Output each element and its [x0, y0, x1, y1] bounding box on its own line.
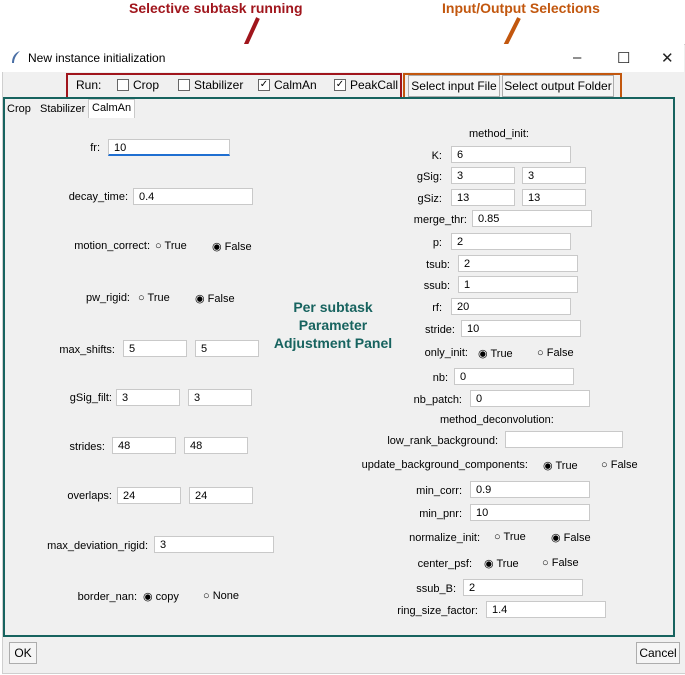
border-nan-none-radio[interactable]: ○ None: [203, 590, 240, 602]
ssub-b-input[interactable]: 2: [463, 579, 583, 596]
nb-label: nb:: [432, 372, 448, 384]
stabilizer-checkbox[interactable]: [178, 79, 190, 91]
maximize-button[interactable]: ☐: [617, 50, 631, 67]
nb-patch-input[interactable]: 0: [470, 390, 590, 407]
merge-thr-input[interactable]: 0.85: [472, 210, 592, 227]
strides-label: strides:: [69, 441, 105, 453]
nb-patch-label: nb_patch:: [413, 394, 462, 406]
close-button[interactable]: ✕: [661, 50, 674, 67]
stride-label: stride:: [425, 324, 455, 336]
select-input-file-button[interactable]: Select input File: [408, 75, 500, 97]
pw-rigid-label: pw_rigid:: [85, 292, 130, 304]
only-init-false-radio[interactable]: ○ False: [537, 347, 574, 359]
strides-input-1[interactable]: 48: [112, 437, 176, 454]
normalize-init-false-radio[interactable]: ◉ False: [551, 532, 591, 544]
pw-rigid-true-label: True: [147, 292, 170, 304]
center-psf-label: center_psf:: [417, 558, 472, 570]
stride-input[interactable]: 10: [461, 320, 581, 337]
only-init-true-radio[interactable]: ◉ True: [478, 348, 513, 360]
center-psf-false-radio[interactable]: ○ False: [542, 557, 579, 569]
update-background-true-label: True: [555, 460, 578, 472]
annotation-io-selections: Input/Output Selections: [442, 0, 600, 16]
annotation-panel-line1: Per subtask Parameter: [293, 299, 373, 333]
overlaps-input-2[interactable]: 24: [189, 487, 253, 504]
motion-correct-false-radio[interactable]: ◉ False: [212, 241, 252, 253]
p-input[interactable]: 2: [451, 233, 571, 250]
border-nan-none-label: None: [212, 590, 240, 602]
low-rank-background-input[interactable]: [505, 431, 623, 448]
rf-input[interactable]: 20: [451, 298, 571, 315]
method-init-label: method_init:: [469, 128, 529, 140]
strides-input-2[interactable]: 48: [184, 437, 248, 454]
overlaps-label: overlaps:: [67, 490, 112, 502]
max-shifts-input-1[interactable]: 5: [123, 340, 187, 357]
only-init-true-label: True: [490, 348, 513, 360]
decay-time-input[interactable]: 0.4: [133, 188, 253, 205]
max-shifts-input-2[interactable]: 5: [195, 340, 259, 357]
pw-rigid-true-radio[interactable]: ○ True: [138, 292, 170, 304]
center-psf-false-label: False: [551, 557, 579, 569]
fr-label: fr:: [90, 142, 100, 154]
gsiz-input-2[interactable]: 13: [522, 189, 586, 206]
update-background-true-radio[interactable]: ◉ True: [543, 460, 578, 472]
gsiz-input-1[interactable]: 13: [451, 189, 515, 206]
ssub-label: ssub:: [423, 280, 450, 292]
rf-label: rf:: [432, 302, 442, 314]
motion-correct-false-label: False: [224, 241, 252, 253]
tab-stabilizer[interactable]: Stabilizer: [40, 103, 86, 115]
max-shifts-label: max_shifts:: [59, 344, 115, 356]
motion-correct-true-radio[interactable]: ○ True: [155, 240, 187, 252]
min-pnr-input[interactable]: 10: [470, 504, 590, 521]
tsub-label: tsub:: [426, 259, 450, 271]
decay-time-label: decay_time:: [68, 191, 128, 203]
normalize-init-label: normalize_init:: [409, 532, 480, 544]
ring-size-factor-input[interactable]: 1.4: [486, 601, 606, 618]
only-init-false-label: False: [546, 347, 574, 359]
peakcall-checkbox-label: PeakCall: [350, 78, 399, 92]
nb-input[interactable]: 0: [454, 368, 574, 385]
gsig-input-2[interactable]: 3: [522, 167, 586, 184]
select-output-folder-button[interactable]: Select output Folder: [502, 75, 614, 97]
motion-correct-label: motion_correct:: [74, 240, 150, 252]
pw-rigid-false-label: False: [207, 293, 235, 305]
min-corr-label: min_corr:: [416, 485, 462, 497]
merge-thr-label: merge_thr:: [413, 214, 467, 226]
cancel-button[interactable]: Cancel: [636, 642, 680, 664]
fr-input[interactable]: 10: [108, 139, 230, 156]
update-background-false-label: False: [610, 459, 638, 471]
min-pnr-label: min_pnr:: [419, 508, 462, 520]
gsig-filt-input-1[interactable]: 3: [116, 389, 180, 406]
gsiz-label: gSiz:: [417, 193, 442, 205]
minimize-button[interactable]: –: [573, 49, 582, 66]
border-nan-label: border_nan:: [77, 591, 137, 603]
feather-icon: [10, 50, 22, 64]
run-label: Run:: [76, 78, 102, 92]
gsig-label: gSig:: [416, 171, 442, 183]
tab-calman[interactable]: CalmAn: [88, 99, 135, 118]
gsig-filt-label: gSig_filt:: [69, 392, 112, 404]
gsig-filt-input-2[interactable]: 3: [188, 389, 252, 406]
method-deconvolution-label: method_deconvolution:: [440, 414, 554, 426]
only-init-label: only_init:: [424, 347, 468, 359]
crop-checkbox[interactable]: [117, 79, 129, 91]
annotation-selective-subtask: Selective subtask running: [129, 0, 303, 16]
stabilizer-checkbox-label: Stabilizer: [194, 78, 244, 92]
border-nan-copy-radio[interactable]: ◉ copy: [143, 591, 179, 603]
gsig-input-1[interactable]: 3: [451, 167, 515, 184]
motion-correct-true-label: True: [164, 240, 187, 252]
normalize-init-false-label: False: [563, 532, 591, 544]
update-background-false-radio[interactable]: ○ False: [601, 459, 638, 471]
min-corr-input[interactable]: 0.9: [470, 481, 590, 498]
center-psf-true-label: True: [496, 558, 519, 570]
crop-checkbox-label: Crop: [133, 78, 160, 92]
window-title: New instance initialization: [28, 51, 166, 65]
ring-size-factor-label: ring_size_factor:: [397, 605, 478, 617]
ok-button[interactable]: OK: [9, 642, 37, 664]
tsub-input[interactable]: 2: [458, 255, 578, 272]
tab-crop[interactable]: Crop: [7, 103, 31, 115]
k-label: K:: [431, 150, 442, 162]
overlaps-input-1[interactable]: 24: [117, 487, 181, 504]
annotation-panel-line2: Adjustment Panel: [273, 335, 393, 351]
max-deviation-rigid-input[interactable]: 3: [154, 536, 274, 553]
k-input[interactable]: 6: [451, 146, 571, 163]
normalize-init-true-radio[interactable]: ○ True: [494, 531, 526, 543]
peakcall-checkbox[interactable]: ✓: [335, 79, 345, 90]
border-nan-copy-label: copy: [155, 591, 179, 603]
center-psf-true-radio[interactable]: ◉ True: [484, 558, 519, 570]
max-deviation-rigid-label: max_deviation_rigid:: [47, 540, 148, 552]
calman-checkbox[interactable]: ✓: [259, 79, 269, 90]
ssub-input[interactable]: 1: [458, 276, 578, 293]
normalize-init-true-label: True: [503, 531, 526, 543]
pw-rigid-false-radio[interactable]: ◉ False: [195, 293, 235, 305]
ssub-b-label: ssub_B:: [416, 583, 456, 595]
p-label: p:: [432, 237, 442, 249]
calman-checkbox-label: CalmAn: [274, 78, 317, 92]
low-rank-background-label: low_rank_background:: [387, 435, 498, 447]
update-background-components-label: update_background_components:: [361, 459, 528, 471]
